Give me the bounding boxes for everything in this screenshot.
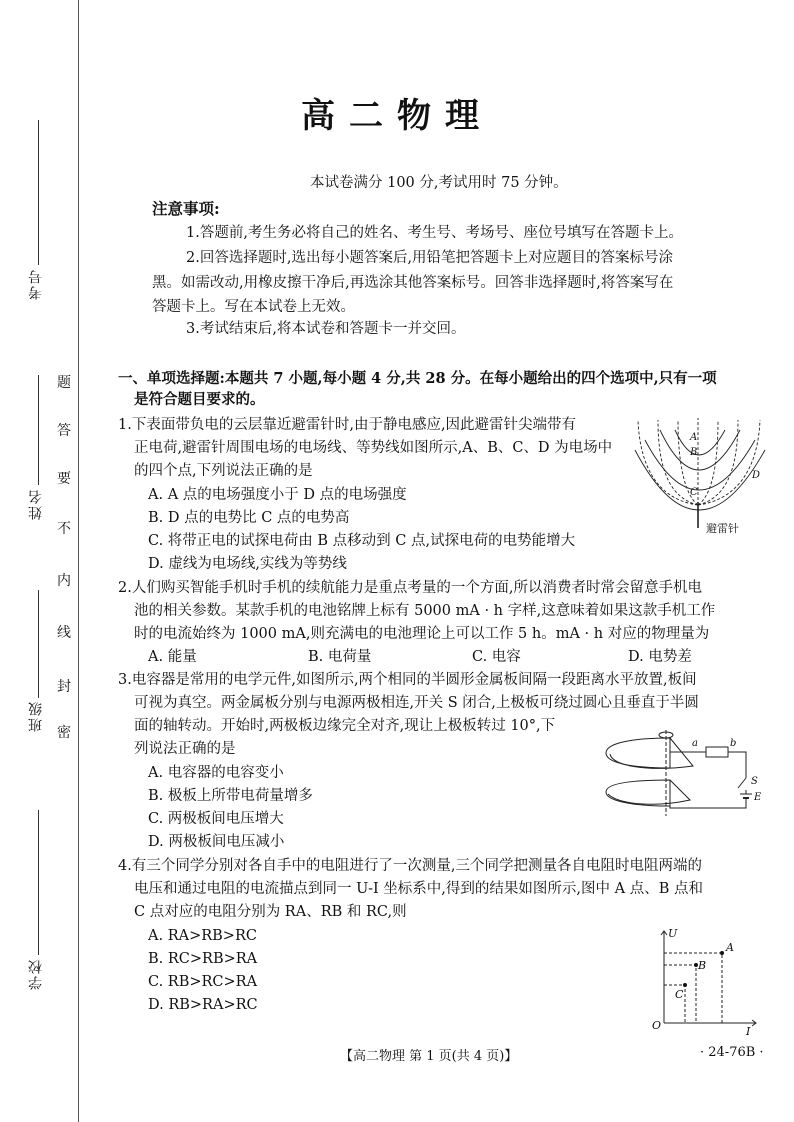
point-d-label: D	[752, 470, 761, 481]
node-a-label: a	[692, 738, 698, 749]
label-banji: 班级	[28, 700, 44, 732]
label-xuexiao: 学校	[28, 958, 44, 990]
q4-stem: C 点对应的电阻分别为 RA、RB 和 RC,则	[134, 904, 407, 920]
q2-option-d: D. 电势差	[628, 649, 692, 665]
axis-i-label: I	[746, 1025, 751, 1035]
section-heading-2: 是符合题目要求的。	[134, 391, 265, 408]
source-label: E	[754, 792, 762, 803]
q1-option-d: D. 虚线为电场线,实线为等势线	[148, 556, 347, 572]
notice-line: 答题卡上。写在本试卷上无效。	[152, 299, 355, 315]
notice-line: 2.回答选择题时,选出每小题答案后,用铅笔把答题卡上对应题目的答案标号涂	[186, 250, 674, 266]
point-c-label: C	[690, 487, 698, 498]
seal-char: 封	[57, 679, 71, 695]
notice-line: 3.考试结束后,将本试卷和答题卡一并交回。	[186, 321, 466, 337]
seal-char: 密	[57, 725, 71, 741]
seal-char: 答	[57, 423, 71, 439]
q3-stem: 列说法正确的是	[134, 741, 236, 757]
q2-stem: 池的相关参数。某款手机的电池铭牌上标有 5000 mA · h 字样,这意味着如果这款手机工作	[134, 603, 716, 619]
label-kaohao: 考号	[28, 268, 44, 300]
point-b-label: B	[690, 447, 698, 458]
lightning-rod-label: 避雷针	[706, 522, 739, 535]
q3-stem: 面的轴转动。开始时,两极板边缘完全对齐,现让上极板转过 10°,下	[134, 718, 556, 734]
q1-stem: 的四个点,下列说法正确的是	[134, 463, 313, 479]
q1-option-b: B. D 点的电势比 C 点的电势高	[148, 510, 350, 526]
kaohao-line	[38, 120, 39, 265]
paper-code: · 24-76B ·	[700, 1045, 764, 1060]
notice-line: 黑。如需改动,用橡皮擦干净后,再选涂其他答案标号。回答非选择题时,将答案写在	[152, 275, 674, 291]
notice-heading: 注意事项:	[152, 199, 220, 218]
banji-line	[38, 590, 39, 698]
point-a-label: A	[726, 941, 734, 954]
seal-char: 线	[57, 625, 71, 641]
q2-option-c: C. 电容	[472, 649, 521, 665]
q4-option-a: A. RA>RB>RC	[148, 928, 257, 944]
capacitor-circuit-figure	[598, 728, 778, 820]
point-c-label: C	[675, 988, 684, 1001]
q3-stem: 3.电容器是常用的电学元件,如图所示,两个相同的半圆形金属板间隔一段距离水平放置,板间	[118, 672, 697, 688]
point-a-label: A	[690, 432, 698, 443]
q4-option-d: D. RB>RA>RC	[148, 997, 258, 1013]
section-heading: 一、单项选择题:本题共 7 小题,每小题 4 分,共 28 分。在每小题给出的四个选项中,只有一项	[118, 370, 717, 387]
axis-u-label: U	[668, 927, 678, 940]
xuexiao-line	[38, 810, 39, 955]
lightning-rod-field-figure	[630, 410, 780, 540]
q1-stem: 1.下表面带负电的云层靠近避雷针时,由于静电感应,因此避雷针尖端带有	[118, 417, 577, 433]
q4-option-b: B. RC>RB>RA	[148, 951, 258, 967]
q4-stem: 4.有三个同学分别对各自手中的电阻进行了一次测量,三个同学把测量各自电阻时电阻两端的	[118, 858, 702, 874]
q3-option-c: C. 两极板间电压增大	[148, 811, 284, 827]
q4-option-c: C. RB>RC>RA	[148, 974, 258, 990]
q3-option-b: B. 极板上所带电荷量增多	[148, 788, 313, 804]
q2-option-a: A. 能量	[148, 649, 197, 665]
node-b-label: b	[730, 738, 737, 749]
q3-option-a: A. 电容器的电容变小	[148, 765, 284, 781]
q2-option-b: B. 电荷量	[308, 649, 372, 665]
q3-option-d: D. 两极板间电压减小	[148, 834, 285, 850]
seal-char: 题	[57, 375, 71, 391]
q1-option-c: C. 将带正电的试探电荷由 B 点移动到 C 点,试探电荷的电势能增大	[148, 533, 576, 549]
exam-info: 本试卷满分 100 分,考试用时 75 分钟。	[310, 175, 568, 191]
q1-stem: 正电荷,避雷针周围电场的电场线、等势线如图所示,A、B、C、D 为电场中	[134, 440, 613, 456]
q3-stem: 可视为真空。两金属板分别与电源两极相连,开关 S 闭合,上极板可绕过圆心且垂直于半圆	[134, 695, 699, 711]
point-b-label: B	[698, 959, 707, 972]
ui-graph-figure	[648, 925, 763, 1035]
q2-stem: 时的电流始终为 1000 mA,则充满电的电池理论上可以工作 5 h。mA · h 对应的物理量为	[134, 626, 710, 642]
binding-line	[78, 0, 79, 1122]
q1-option-a: A. A 点的电场强度小于 D 点的电场强度	[148, 487, 407, 503]
page-title: 高二物理	[301, 96, 493, 136]
seal-char: 不	[57, 521, 71, 537]
q4-stem: 电压和通过电阻的电流描点到同一 U-I 坐标系中,得到的结果如图所示,图中 A 点、B 点和	[134, 881, 703, 897]
switch-label: S	[751, 776, 758, 787]
q2-stem: 2.人们购买智能手机时手机的续航能力是重点考量的一个方面,所以消费者时常会留意手机电	[118, 580, 702, 596]
origin-label: O	[652, 1019, 662, 1032]
notice-line: 1.答题前,考生务必将自己的姓名、考生号、考场号、座位号填写在答题卡上。	[186, 225, 683, 241]
seal-char: 要	[57, 471, 71, 487]
xingming-line	[38, 375, 39, 485]
seal-char: 内	[57, 573, 71, 589]
label-xingming: 姓名	[28, 488, 44, 520]
page-footer: 【高二物理 第 1 页(共 4 页)】	[340, 1049, 518, 1064]
